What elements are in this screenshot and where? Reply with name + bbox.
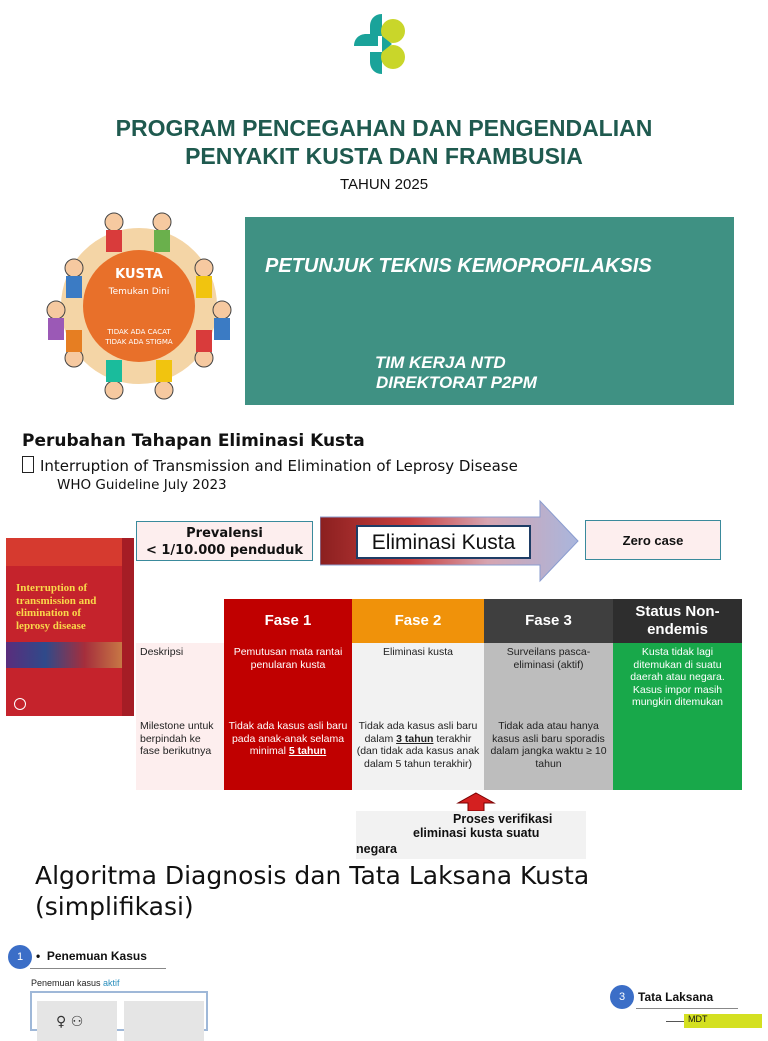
source-note: WHO Guideline July 2023: [57, 477, 227, 493]
milestone-fase-1-text: Tidak ada kasus asli baru pada anak-anak selama minimal: [228, 720, 348, 757]
milestone-fase-2-text: Tidak ada kasus asli baru dalam: [358, 720, 478, 745]
milestone-fase-1: [224, 717, 352, 790]
badge-kusta: KUSTA: [115, 267, 163, 282]
finding-label-active: aktif: [103, 978, 120, 988]
kusta-campaign-badge: [44, 210, 234, 402]
prevalence-value: < 1/10.000 penduduk: [145, 543, 304, 558]
title-line-1: PROGRAM PENCEGAHAN DAN PENGENDALIAN: [115, 115, 653, 141]
desc-fase-2: Eliminasi kusta: [352, 643, 484, 717]
step-treatment: Tata Laksana: [638, 990, 714, 1004]
header-empty-cell: [136, 599, 224, 643]
who-guideline-cover: [6, 538, 134, 716]
header-fase-3: Fase 3: [484, 599, 613, 643]
cover-spine: [122, 538, 134, 716]
up-arrow-icon: [456, 792, 496, 812]
section-title-elimination: Perubahan Tahapan Eliminasi Kusta: [22, 431, 365, 451]
milestone-fase-2: [352, 717, 484, 790]
bullet-text: Interruption of Transmission and Elimination of Leprosy Disease: [40, 457, 518, 475]
ministry-logo-icon: [352, 12, 416, 76]
algorithm-title-line-1: Algoritma Diagnosis dan Tata Laksana Kusta: [35, 861, 590, 890]
section-title-algorithm: [35, 860, 589, 922]
badge-no-disability: TIDAK ADA CACAT: [107, 328, 171, 336]
step-case-finding: • Penemuan Kasus: [36, 949, 147, 963]
who-emblem-icon: [14, 698, 26, 710]
header-fase-1: Fase 1: [224, 599, 352, 643]
elimination-label: Eliminasi Kusta: [356, 525, 531, 559]
year-label: TAHUN 2025: [339, 176, 429, 193]
milestone-fase-2-rest: terakhir (dan tidak ada kasus anak dalam 5 tahun terakhir): [356, 732, 480, 770]
bullet-box-icon: [22, 456, 34, 473]
prevalence-box: [136, 521, 313, 561]
step-number-badge: 3: [610, 985, 634, 1009]
page-title: [0, 114, 768, 170]
finding-image-2: [124, 1001, 204, 1041]
phase-table: [136, 599, 742, 790]
verification-line-2: eliminasi kusta suatu: [413, 826, 540, 840]
header-non-endemic: Status Non-endemis: [613, 599, 742, 643]
prevalence-label: Prevalensi: [186, 526, 263, 541]
verification-note: [356, 811, 586, 859]
zero-case-box: Zero case: [585, 520, 721, 560]
active-finding-label: [31, 978, 120, 988]
people-icon: ♀ ⚇: [56, 1014, 84, 1030]
banner-team: TIM KERJA NTD: [375, 353, 506, 372]
milestone-fase-2-years: 3 tahun: [396, 732, 434, 745]
desc-fase-3: Surveilans pasca-eliminasi (aktif): [484, 643, 613, 717]
milestone-non-endemic: [613, 717, 742, 790]
cover-photo-strip: [6, 642, 124, 668]
header-fase-2: Fase 2: [352, 599, 484, 643]
finding-label-text: Penemuan kasus: [31, 978, 104, 988]
row-label-milestone: Milestone untuk berpindah ke fase berikutnya: [136, 717, 224, 790]
title-line-2: PENYAKIT KUSTA DAN FRAMBUSIA: [185, 143, 583, 169]
desc-non-endemic: Kusta tidak lagi ditemukan di suatu daerah atau negara. Kasus impor masih mungkin ditemukan: [613, 643, 742, 717]
row-label-description: Deskripsi: [136, 643, 224, 717]
connector-line: [666, 1021, 684, 1022]
banner-directorate: DIREKTORAT P2PM: [376, 373, 537, 392]
algorithm-title-line-2: (simplifikasi): [35, 892, 194, 921]
badge-no-stigma: TIDAK ADA STIGMA: [105, 338, 173, 346]
bullet-item: [22, 456, 518, 475]
banner-heading: PETUNJUK TEKNIS KEMOPROFILAKSIS: [265, 255, 652, 277]
cover-title: Interruption of transmission and elimination of leprosy disease: [16, 582, 97, 632]
verification-line-3: negara: [356, 842, 397, 856]
step-number-badge: 1: [8, 945, 32, 969]
badge-temukan: Temukan Dini: [108, 287, 170, 297]
cover-top-band: [6, 538, 134, 566]
divider: [636, 1008, 738, 1009]
desc-fase-1: Pemutusan mata rantai penularan kusta: [224, 643, 352, 717]
table-row: [136, 643, 742, 717]
step-case-finding-label: Penemuan Kasus: [46, 949, 147, 963]
divider: [30, 968, 166, 969]
milestone-fase-1-years: 5 tahun: [288, 745, 327, 757]
verification-line-1: Proses verifikasi: [453, 812, 553, 826]
table-row: [136, 717, 742, 790]
mdt-box: MDT: [684, 1014, 762, 1028]
milestone-fase-3: Tidak ada atau hanya kasus asli baru sporadis dalam jangka waktu ≥ 10 tahun: [484, 717, 613, 790]
title-banner: [245, 217, 734, 405]
phase-header-row: [136, 599, 742, 643]
